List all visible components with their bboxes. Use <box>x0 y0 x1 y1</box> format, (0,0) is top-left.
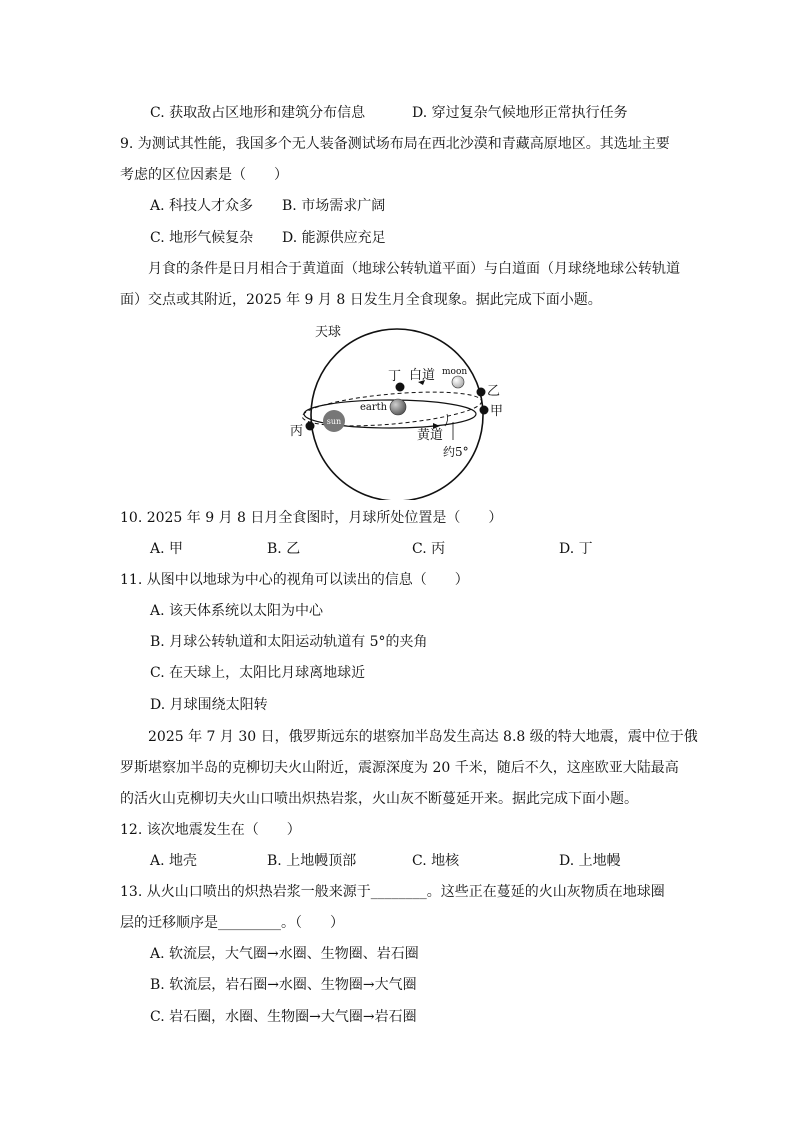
earthquake-intro-line1: 2025 年 7 月 30 日，俄罗斯远东的堪察加半岛发生高达 8.8 级的特大地震，震中位于俄 <box>148 729 698 745</box>
moon-body <box>452 376 464 388</box>
q8-option-c: C. 获取敌占区地形和建筑分布信息 <box>150 105 366 121</box>
q10-stem: 10. 2025 年 9 月 8 日月全食图时，月球所处位置是（ ） <box>120 510 503 526</box>
q10-option-b: B. 乙 <box>267 541 301 557</box>
q12-option-a: A. 地壳 <box>150 853 198 869</box>
q12-option-b: B. 上地幔顶部 <box>267 853 357 869</box>
point-bing-label: 丙 <box>290 424 304 439</box>
moon-label: moon <box>442 367 468 377</box>
earth-label: earth <box>360 402 388 413</box>
q13-option-c: C. 岩石圈，水圈、生物圈→大气圈→岩石圈 <box>150 1009 417 1025</box>
q12-option-c: C. 地核 <box>412 853 460 869</box>
earthquake-intro-line3: 的活火山克柳切夫火山口喷出炽热岩浆，火山灰不断蔓延开来。据此完成下面小题。 <box>120 791 638 807</box>
earthquake-intro-line2: 罗斯堪察加半岛的克柳切夫火山附近，震源深度为 20 千米，随后不久，这座欧亚大陆最高 <box>120 760 679 776</box>
q11-option-c: C. 在天球上，太阳比月球离地球近 <box>150 665 366 681</box>
q11-stem: 11. 从图中以地球为中心的视角可以读出的信息（ ） <box>120 572 469 588</box>
q13-stem-line1: 13. 从火山口喷出的炽热岩浆一般来源于________。这些正在蔓延的火山灰物质在地球圈 <box>120 884 665 900</box>
earth-body <box>390 399 406 415</box>
point-bing <box>306 422 315 431</box>
celestial-sphere-label: 天球 <box>315 325 342 340</box>
q11-option-d: D. 月球围绕太阳转 <box>150 697 268 713</box>
q8-option-d: D. 穿过复杂气候地形正常执行任务 <box>412 105 628 121</box>
q9-stem-line1: 9. 为测试其性能，我国多个无人装备测试场布局在西北沙漠和青藏高原地区。其选址主要 <box>120 136 670 152</box>
q13-stem-line2: 层的迁移顺序是_________。（ ） <box>120 915 344 931</box>
angle-label: 约5° <box>443 445 469 459</box>
point-jia-label: 甲 <box>490 404 504 419</box>
q9-stem-line2: 考虑的区位因素是（ ） <box>120 167 288 183</box>
point-jia <box>480 406 489 415</box>
point-yi <box>477 388 486 397</box>
q10-option-c: C. 丙 <box>412 541 446 557</box>
lunar-eclipse-intro-line2: 面）交点或其附近，2025 年 9 月 8 日发生月全食现象。据此完成下面小题。 <box>120 292 602 308</box>
celestial-sphere-diagram <box>290 322 510 500</box>
q12-option-d: D. 上地幔 <box>559 853 621 869</box>
point-yi-label: 乙 <box>487 384 501 399</box>
q11-option-b: B. 月球公转轨道和太阳运动轨道有 5°的夹角 <box>150 634 428 650</box>
q9-option-c: C. 地形气候复杂 <box>150 230 254 246</box>
q9-option-d: D. 能源供应充足 <box>282 230 386 246</box>
q13-option-a: A. 软流层，大气圈→水圈、生物圈、岩石圈 <box>150 946 419 962</box>
q13-option-b: B. 软流层，岩石圈→水圈、生物圈→大气圈 <box>150 977 417 993</box>
lunar-eclipse-intro-line1: 月食的条件是日月相合于黄道面（地球公转轨道平面）与白道面（月球绕地球公转轨道 <box>148 261 680 277</box>
q10-option-a: A. 甲 <box>150 541 184 557</box>
q9-option-b: B. 市场需求广阔 <box>282 198 386 214</box>
q9-option-a: A. 科技人才众多 <box>150 198 254 214</box>
sun-label: sun <box>326 417 342 426</box>
ecliptic-label: 黄道 <box>417 428 444 443</box>
q11-option-a: A. 该天体系统以太阳为中心 <box>150 603 324 619</box>
q12-stem: 12. 该次地震发生在（ ） <box>120 822 301 838</box>
moon-path-label: 白道 <box>409 368 436 383</box>
q10-option-d: D. 丁 <box>559 541 593 557</box>
point-ding-label: 丁 <box>388 369 402 384</box>
